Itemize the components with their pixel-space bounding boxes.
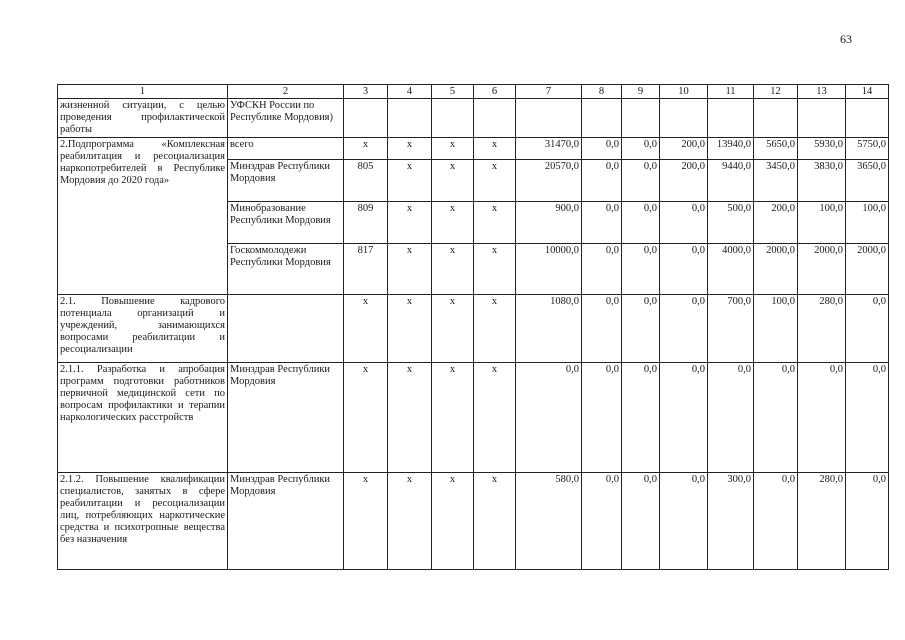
table-cell: х [432, 160, 474, 202]
table-cell: х [474, 160, 516, 202]
executor [228, 295, 344, 363]
table-cell: х [474, 363, 516, 473]
table-cell: 2000,0 [798, 244, 846, 295]
table-cell: х [344, 138, 388, 160]
table-cell: 280,0 [798, 295, 846, 363]
table-row [58, 363, 889, 473]
header-cell: 2 [228, 85, 344, 99]
executor: УФСКН России по Республике Мордовия) [228, 99, 344, 138]
table-cell: 0,0 [660, 473, 708, 570]
table-cell: 4000,0 [708, 244, 754, 295]
table-cell: 0,0 [846, 295, 889, 363]
table-cell: 0,0 [622, 138, 660, 160]
table-cell: 300,0 [708, 473, 754, 570]
table-cell: 0,0 [582, 473, 622, 570]
executor: Минобразование Республики Мордовия [228, 202, 344, 244]
table-cell: х [388, 363, 432, 473]
table-cell: 200,0 [754, 202, 798, 244]
table-cell: 0,0 [846, 473, 889, 570]
executor: Минздрав Республики Мордовия [228, 473, 344, 570]
measure-name: жизненной ситуации, с целью проведения профилактической работы [58, 99, 228, 138]
table-cell: 900,0 [516, 202, 582, 244]
header-cell: 1 [58, 85, 228, 99]
table-cell: 0,0 [660, 295, 708, 363]
table-cell: х [388, 138, 432, 160]
table-cell: 580,0 [516, 473, 582, 570]
table-cell: 0,0 [622, 363, 660, 473]
header-cell: 8 [582, 85, 622, 99]
executor: Минздрав Республики Мордовия [228, 363, 344, 473]
table-cell: х [474, 138, 516, 160]
table-cell: 0,0 [754, 473, 798, 570]
header-cell: 14 [846, 85, 889, 99]
table-cell: 0,0 [660, 244, 708, 295]
table-cell: 0,0 [660, 202, 708, 244]
table-cell: 0,0 [622, 160, 660, 202]
table-cell: 0,0 [582, 202, 622, 244]
table-cell: х [388, 244, 432, 295]
header-cell: 11 [708, 85, 754, 99]
table-cell: 100,0 [754, 295, 798, 363]
table-cell: х [474, 202, 516, 244]
header-cell: 3 [344, 85, 388, 99]
table-cell: 0,0 [582, 244, 622, 295]
table-cell: 0,0 [846, 363, 889, 473]
header-cell: 9 [622, 85, 660, 99]
table-cell: 0,0 [622, 244, 660, 295]
table-cell: х [432, 138, 474, 160]
table-cell: х [474, 244, 516, 295]
table-cell: х [432, 295, 474, 363]
executor: всего [228, 138, 344, 160]
table-cell: 2000,0 [846, 244, 889, 295]
table-cell: 0,0 [582, 295, 622, 363]
table-cell: 0,0 [622, 202, 660, 244]
table-cell: х [388, 295, 432, 363]
table-cell: 0,0 [582, 363, 622, 473]
program-table [57, 84, 889, 570]
table-cell: 31470,0 [516, 138, 582, 160]
table-cell: 280,0 [798, 473, 846, 570]
table-cell: 1080,0 [516, 295, 582, 363]
table-cell: х [388, 160, 432, 202]
header-cell: 7 [516, 85, 582, 99]
table-cell: 5750,0 [846, 138, 889, 160]
table-cell: 0,0 [582, 160, 622, 202]
table-cell: х [474, 295, 516, 363]
table-cell: 0,0 [516, 363, 582, 473]
table-cell: 200,0 [660, 138, 708, 160]
table-cell: 3450,0 [754, 160, 798, 202]
table-cell: 100,0 [798, 202, 846, 244]
table-cell: 200,0 [660, 160, 708, 202]
table-cell: 13940,0 [708, 138, 754, 160]
table-cell: х [432, 202, 474, 244]
table-cell: 0,0 [708, 363, 754, 473]
table-cell: х [344, 295, 388, 363]
table-row [58, 473, 889, 570]
table-cell: 9440,0 [708, 160, 754, 202]
header-cell: 10 [660, 85, 708, 99]
table-cell: 0,0 [754, 363, 798, 473]
table-cell: 500,0 [708, 202, 754, 244]
table-cell: 100,0 [846, 202, 889, 244]
table-cell: 5650,0 [754, 138, 798, 160]
header-cell: 13 [798, 85, 846, 99]
table-row [58, 99, 889, 138]
table-cell: 2000,0 [754, 244, 798, 295]
table-cell: х [344, 473, 388, 570]
table-cell: 805 [344, 160, 388, 202]
header-cell: 5 [432, 85, 474, 99]
table-cell: 5930,0 [798, 138, 846, 160]
measure-name: 2.1.2. Повышение квалификации специалистов, занятых в сфере реабилитации и ресоциализации лиц, потребляющих наркотические средства и психотропные вещества без назначения [58, 473, 228, 570]
page-number: 63 [840, 32, 852, 46]
table-cell: х [474, 473, 516, 570]
table-cell: 809 [344, 202, 388, 244]
table-cell: х [432, 363, 474, 473]
table-cell: 0,0 [582, 138, 622, 160]
header-row [58, 85, 889, 99]
table-cell: 10000,0 [516, 244, 582, 295]
executor: Госкоммолодежи Республики Мордовия [228, 244, 344, 295]
table-cell: х [432, 244, 474, 295]
table-cell: 3830,0 [798, 160, 846, 202]
table-cell: 20570,0 [516, 160, 582, 202]
table-cell: 0,0 [622, 295, 660, 363]
table-cell: 817 [344, 244, 388, 295]
measure-name: 2.1.1. Разработка и апробация программ подготовки работников первичной медицинской сети по вопросам профилактики и терапии наркологических расстройств [58, 363, 228, 473]
table-cell: х [432, 473, 474, 570]
header-cell: 6 [474, 85, 516, 99]
table-cell: х [388, 473, 432, 570]
table-cell: 0,0 [622, 473, 660, 570]
subprogram-name: 2.Подпрограмма «Комплексная реабилитация и ресоциализация наркопотребителей в Республике Мордовия до 2020 года» [58, 138, 228, 295]
header-cell: 4 [388, 85, 432, 99]
table-cell: х [344, 363, 388, 473]
table-cell: х [388, 202, 432, 244]
table-cell: 3650,0 [846, 160, 889, 202]
table-cell: 0,0 [660, 363, 708, 473]
table-cell: 0,0 [798, 363, 846, 473]
measure-name: 2.1. Повышение кадрового потенциала организаций и учреждений, занимающихся вопросами реабилитации и ресоциализации [58, 295, 228, 363]
executor: Минздрав Республики Мордовия [228, 160, 344, 202]
table-row [58, 295, 889, 363]
header-cell: 12 [754, 85, 798, 99]
table-row [58, 138, 889, 160]
table-cell: 700,0 [708, 295, 754, 363]
